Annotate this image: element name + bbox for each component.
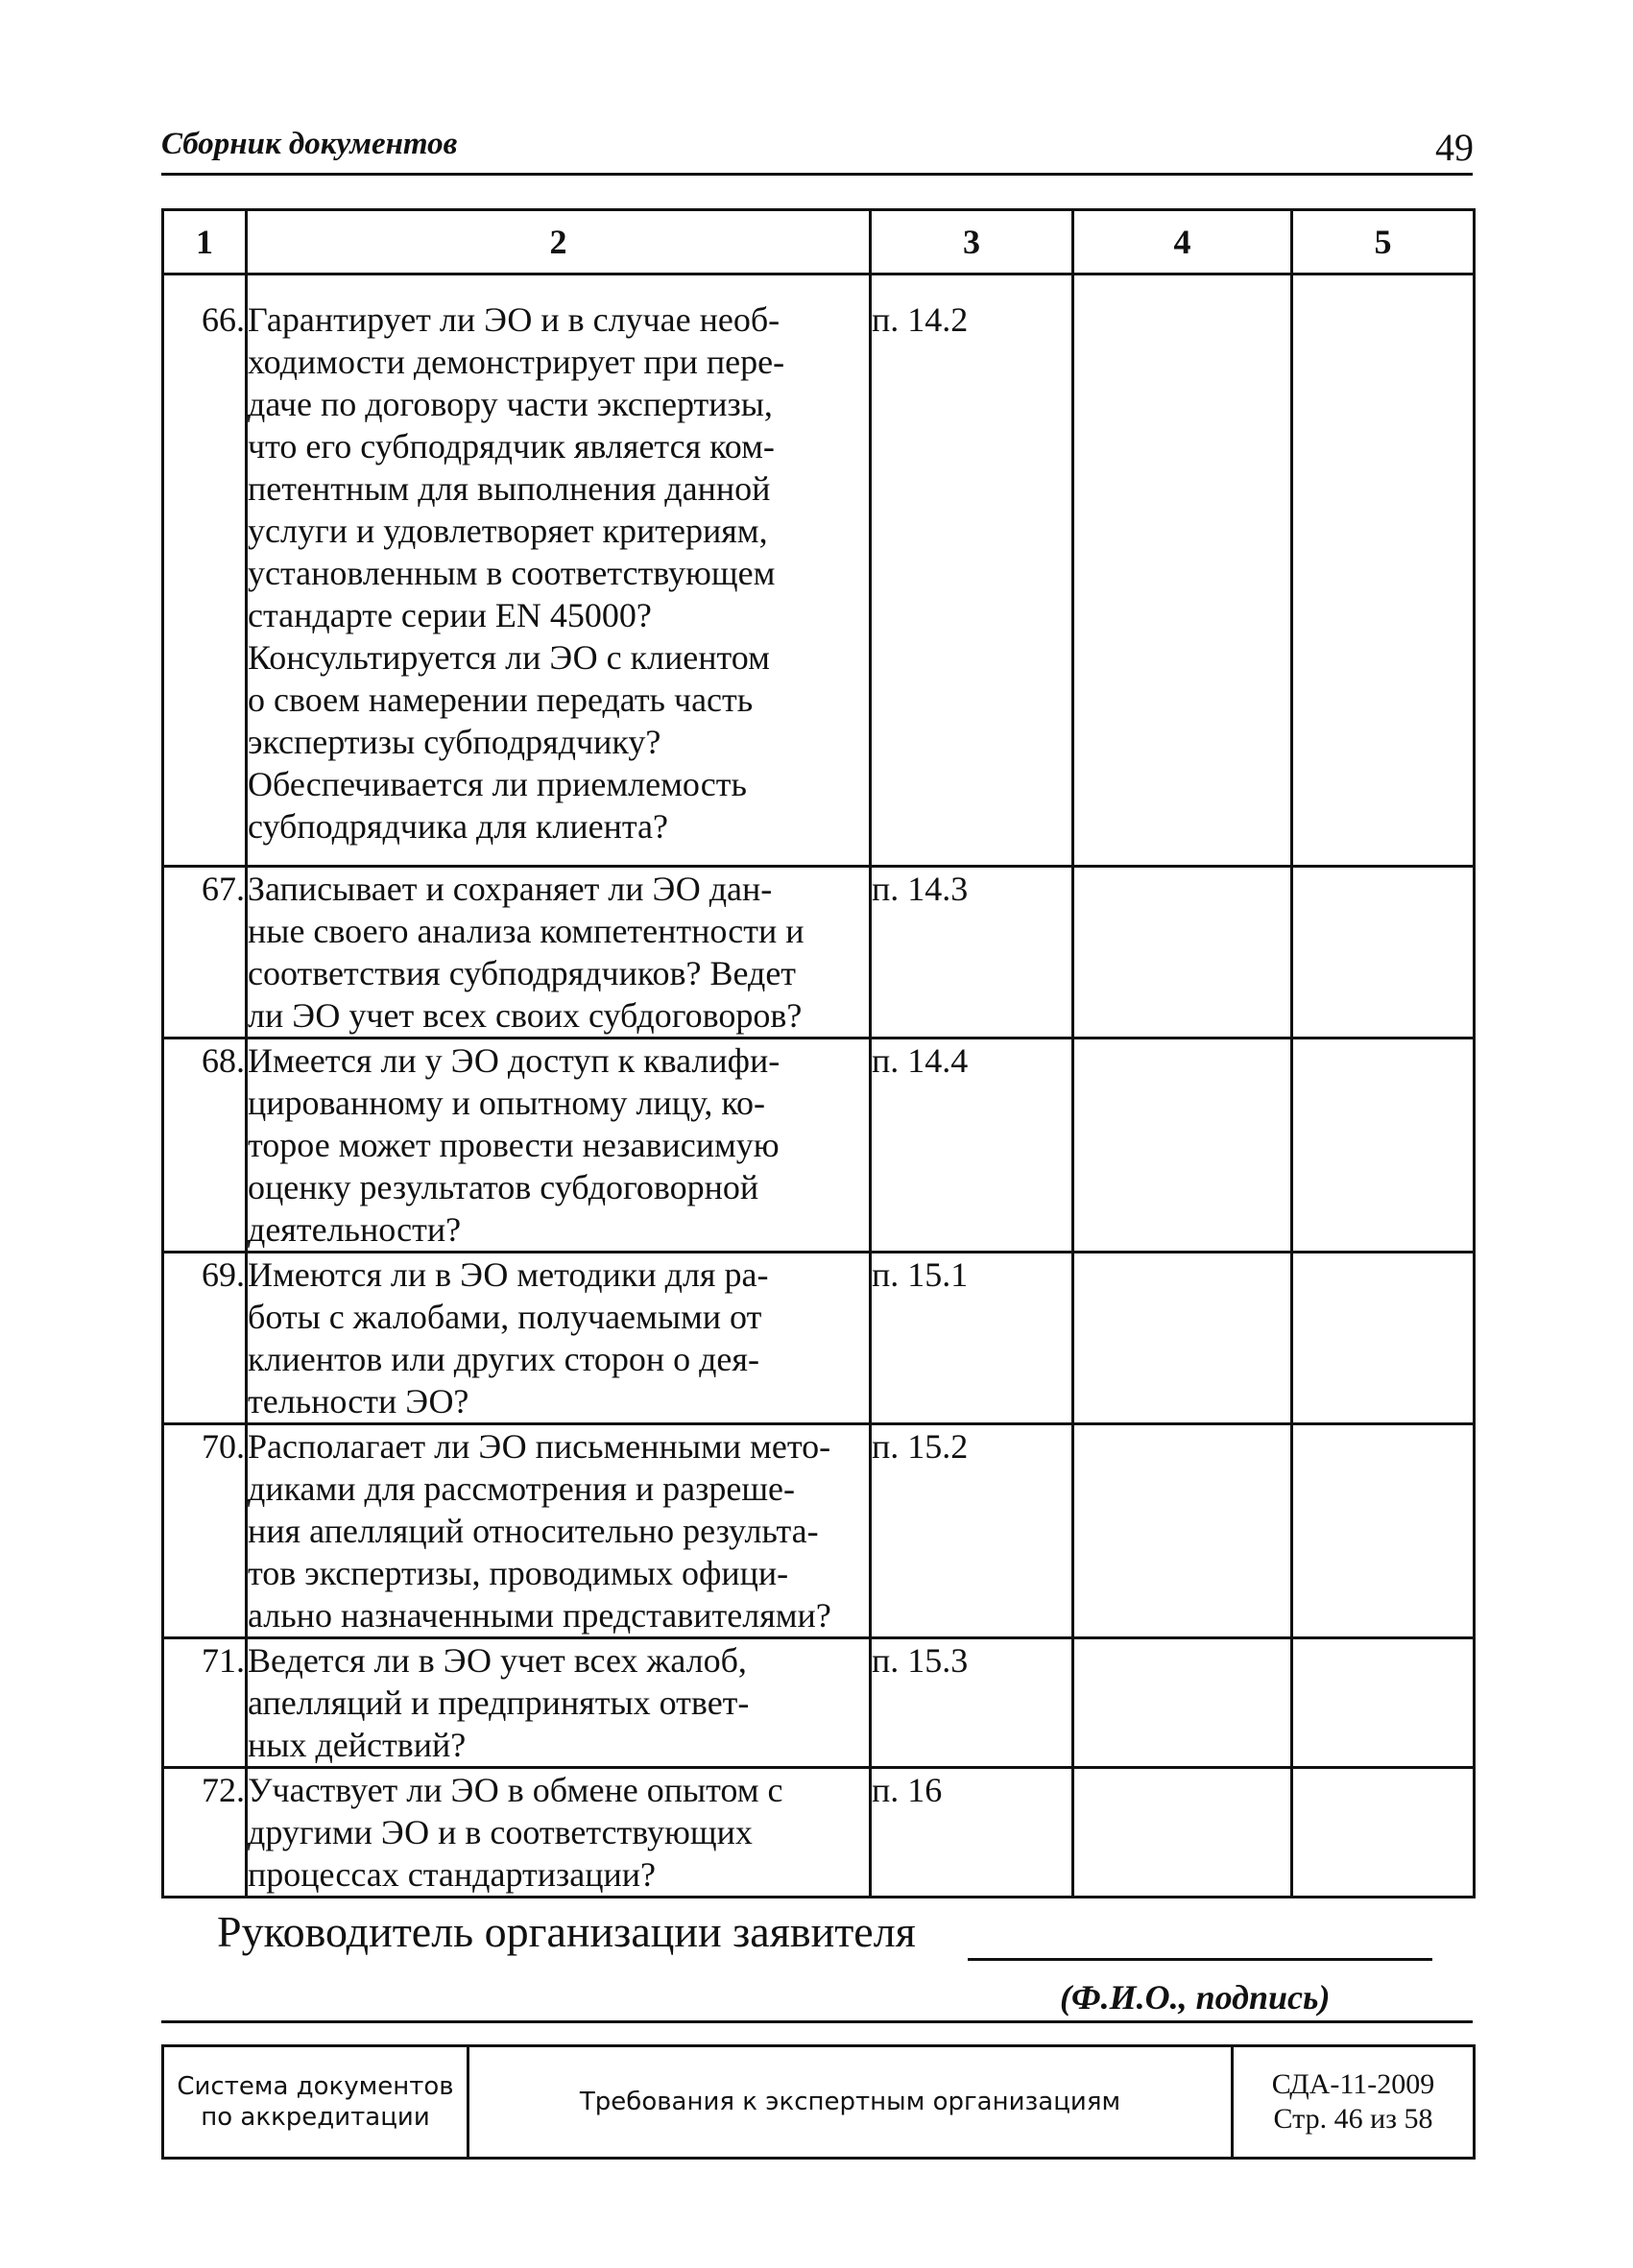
column-header: 4 — [1073, 210, 1292, 275]
row-reference: п. 14.4 — [871, 1039, 1073, 1253]
footer-system-line: Система документов — [177, 2072, 454, 2101]
question-line: субподрядчика для клиента? — [248, 807, 668, 846]
question-line: тов экспертизы, проводимых офици- — [248, 1554, 789, 1592]
signature-hint: (Ф.И.О., подпись) — [1060, 1978, 1331, 2017]
question-line: ходимости демонстрирует при пере- — [248, 343, 785, 381]
footer-code: СДА-11-2009 — [1271, 2068, 1435, 2100]
footer-document-code — [1233, 2046, 1475, 2159]
question-line: Записывает и сохраняет ли ЭО дан- — [248, 870, 773, 908]
footer-system-line: по аккредитации — [201, 2103, 430, 2132]
row-question — [247, 275, 871, 867]
question-line: другими ЭО и в соответствующих — [248, 1813, 753, 1851]
checklist-table — [161, 208, 1476, 1898]
question-line: боты с жалобами, получаемыми от — [248, 1298, 762, 1336]
row-question — [247, 1039, 871, 1253]
row-number: 68. — [163, 1039, 247, 1253]
row-question — [247, 867, 871, 1039]
question-line: ли ЭО учет всех своих субдоговоров? — [248, 996, 803, 1035]
row-cell-4 — [1073, 1039, 1292, 1253]
row-question — [247, 1768, 871, 1898]
row-cell-5 — [1292, 1768, 1475, 1898]
question-line: деятельности? — [248, 1210, 462, 1249]
row-cell-4 — [1073, 1768, 1292, 1898]
row-number: 71. — [163, 1638, 247, 1768]
question-line: экспертизы субподрядчику? — [248, 723, 661, 761]
row-reference: п. 15.1 — [871, 1253, 1073, 1424]
header-title: Сборник документов — [161, 127, 458, 161]
question-line: Ведется ли в ЭО учет всех жалоб, — [248, 1641, 747, 1680]
row-reference: п. 14.2 — [871, 275, 1073, 867]
table-header-row — [163, 210, 1475, 275]
header-rule — [161, 173, 1473, 176]
row-number: 66. — [163, 275, 247, 867]
question-line: ния апелляций относительно результа- — [248, 1512, 819, 1550]
row-number: 69. — [163, 1253, 247, 1424]
row-cell-5 — [1292, 1039, 1475, 1253]
row-cell-4 — [1073, 867, 1292, 1039]
table-row — [163, 1638, 1475, 1768]
question-line: соответствия субподрядчиков? Ведет — [248, 954, 797, 992]
table-row — [163, 1768, 1475, 1898]
row-cell-4 — [1073, 275, 1292, 867]
question-line: петентным для выполнения данной — [248, 469, 771, 508]
row-question — [247, 1424, 871, 1638]
column-header: 5 — [1292, 210, 1475, 275]
table-body — [163, 275, 1475, 1898]
column-header: 1 — [163, 210, 247, 275]
question-line: клиентов или других сторон о дея- — [248, 1340, 759, 1378]
question-line: процессах стандартизации? — [248, 1855, 656, 1894]
table-row — [163, 1424, 1475, 1638]
row-number: 70. — [163, 1424, 247, 1638]
question-line: Консультируется ли ЭО с клиентом — [248, 638, 770, 677]
question-line: Участвует ли ЭО в обмене опытом с — [248, 1771, 783, 1809]
question-line: Имеются ли в ЭО методики для ра- — [248, 1255, 769, 1294]
table-row — [163, 867, 1475, 1039]
question-line: установленным в соответствующем — [248, 554, 776, 592]
table-row — [163, 1253, 1475, 1424]
column-header: 3 — [871, 210, 1073, 275]
table-row — [163, 1039, 1475, 1253]
question-line: ально назначенными представителями? — [248, 1596, 831, 1635]
question-line: стандарте серии EN 45000? — [248, 596, 652, 634]
row-cell-4 — [1073, 1424, 1292, 1638]
row-reference: п. 15.3 — [871, 1638, 1073, 1768]
footer-system — [163, 2046, 468, 2159]
question-line: апелляций и предпринятых ответ- — [248, 1683, 750, 1722]
question-line: цированному и опытному лицу, ко- — [248, 1084, 766, 1122]
column-header: 2 — [247, 210, 871, 275]
row-number: 72. — [163, 1768, 247, 1898]
row-cell-5 — [1292, 1638, 1475, 1768]
footer-document-title: Требования к экспертным организациям — [468, 2046, 1233, 2159]
question-line: ных действий? — [248, 1726, 467, 1764]
row-reference: п. 16 — [871, 1768, 1073, 1898]
question-line: что его субподрядчик является ком- — [248, 427, 775, 466]
table-row — [163, 275, 1475, 867]
row-question — [247, 1638, 871, 1768]
question-line: Имеется ли у ЭО доступ к квалифи- — [248, 1041, 780, 1080]
footer-rule — [161, 2020, 1473, 2023]
row-number: 67. — [163, 867, 247, 1039]
question-line: торое может провести независимую — [248, 1126, 780, 1164]
footer-table — [161, 2044, 1476, 2160]
question-line: Гарантирует ли ЭО и в случае необ- — [248, 300, 780, 339]
row-cell-4 — [1073, 1638, 1292, 1768]
question-line: оценку результатов субдоговорной — [248, 1168, 759, 1206]
question-line: Обеспечивается ли приемлемость — [248, 765, 747, 803]
row-cell-5 — [1292, 867, 1475, 1039]
signature-line — [968, 1958, 1432, 1961]
row-cell-4 — [1073, 1253, 1292, 1424]
question-line: тельности ЭО? — [248, 1382, 469, 1420]
row-cell-5 — [1292, 275, 1475, 867]
question-line: услуги и удовлетворяет критериям, — [248, 512, 768, 550]
row-question — [247, 1253, 871, 1424]
page-number: 49 — [1435, 126, 1474, 169]
question-line: о своем намерении передать часть — [248, 680, 754, 719]
question-line: Располагает ли ЭО письменными мето- — [248, 1427, 831, 1466]
question-line: даче по договору части экспертизы, — [248, 385, 773, 423]
signature-label: Руководитель организации заявителя — [217, 1907, 916, 1956]
row-cell-5 — [1292, 1253, 1475, 1424]
row-cell-5 — [1292, 1424, 1475, 1638]
question-line: диками для рассмотрения и разреше- — [248, 1469, 796, 1508]
row-reference: п. 15.2 — [871, 1424, 1073, 1638]
row-reference: п. 14.3 — [871, 867, 1073, 1039]
question-line: ные своего анализа компетентности и — [248, 912, 804, 950]
footer-page-count: Стр. 46 из 58 — [1273, 2103, 1433, 2135]
